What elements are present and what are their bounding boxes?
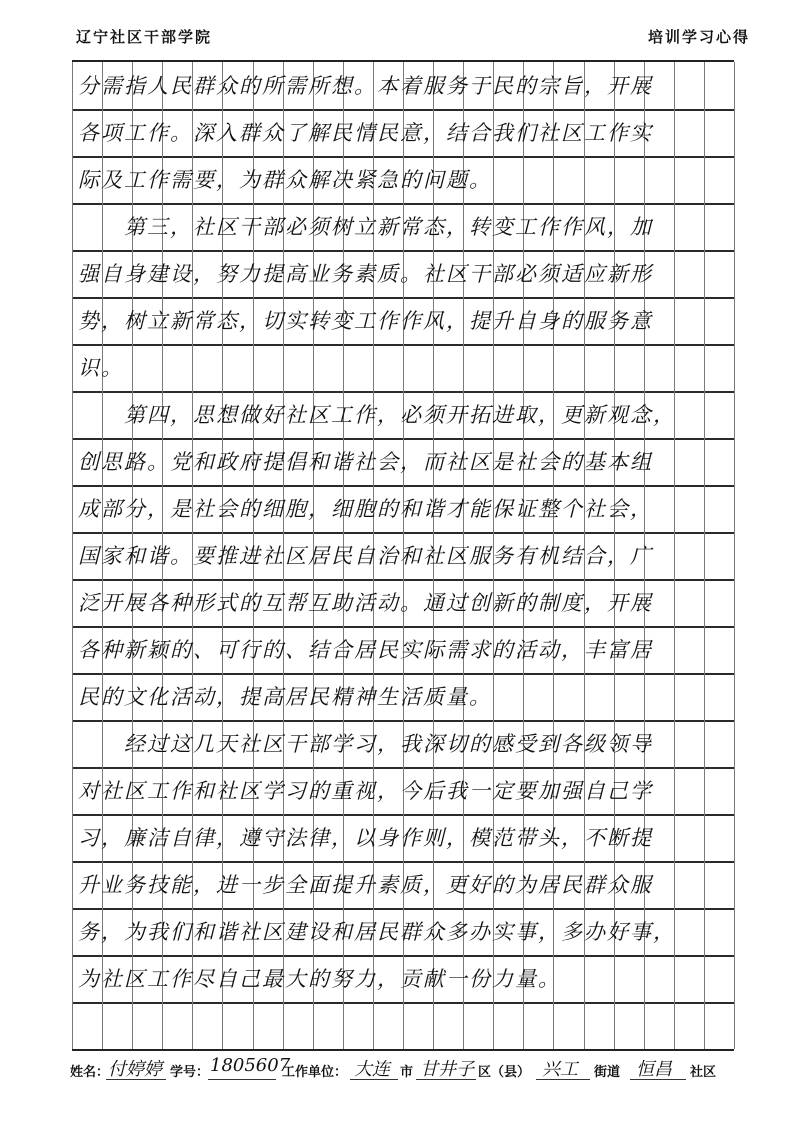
student-id-underline xyxy=(208,1079,276,1080)
street-underline xyxy=(536,1079,590,1080)
district-suffix: 区（县） xyxy=(478,1065,531,1080)
name-label: 姓名： xyxy=(70,1065,110,1080)
handwritten-line: 各种新颖的、可行的、结合居民实际需求的活动，丰富居 xyxy=(78,638,653,662)
street-value: 兴工 xyxy=(542,1059,578,1080)
column-divider xyxy=(734,62,735,1049)
page-header xyxy=(0,0,800,60)
handwritten-line: 强自身建设，努力提高业务素质。社区干部必须适应新形 xyxy=(78,262,653,286)
handwritten-line: 各项工作。深入群众了解民情民意，结合我们社区工作实 xyxy=(78,121,653,145)
name-underline xyxy=(106,1079,166,1080)
handwritten-line: 务，为我们和谐社区建设和居民群众多办实事，多办好事， xyxy=(78,920,676,944)
handwritten-line: 际及工作需要，为群众解决紧急的问题。 xyxy=(78,168,492,192)
ruled-writing-grid xyxy=(72,60,734,1051)
name-value: 付婷婷 xyxy=(108,1059,162,1080)
community-suffix: 社区 xyxy=(690,1065,717,1080)
community-value: 恒昌 xyxy=(636,1059,672,1080)
city-value: 大连 xyxy=(354,1059,390,1080)
student-id-label: 学号： xyxy=(170,1065,210,1080)
city-underline xyxy=(350,1079,398,1080)
handwritten-line: 习，廉洁自律，遵守法律，以身作则，模范带头，不断提 xyxy=(78,826,653,850)
handwritten-line: 升业务技能，进一步全面提升素质，更好的为居民群众服 xyxy=(78,873,653,897)
document-type: 培训学习心得 xyxy=(647,28,750,46)
column-divider xyxy=(72,62,73,1049)
handwritten-line: 经过这几天社区干部学习，我深切的感受到各级领导 xyxy=(78,732,653,756)
handwritten-line: 识。 xyxy=(78,356,124,380)
student-id-value: 1805607 xyxy=(210,1055,291,1076)
handwritten-line: 势，树立新常态，切实转变工作作风，提升自身的服务意 xyxy=(78,309,653,333)
institution-name: 辽宁社区干部学院 xyxy=(76,28,213,46)
handwritten-line: 第三，社区干部必须树立新常态，转变工作作风，加 xyxy=(78,215,653,239)
handwritten-line: 国家和谐。要推进社区居民自治和社区服务有机结合，广 xyxy=(78,544,653,568)
community-underline xyxy=(630,1079,686,1080)
handwritten-line: 成部分，是社会的细胞，细胞的和谐才能保证整个社会， xyxy=(78,497,653,521)
work-unit-label: 工作单位： xyxy=(282,1065,348,1080)
handwritten-line: 民的文化活动，提高居民精神生活质量。 xyxy=(78,685,492,709)
handwritten-line: 对社区工作和社区学习的重视，今后我一定要加强自己学 xyxy=(78,779,653,803)
district-underline xyxy=(416,1079,476,1080)
page-footer xyxy=(70,1055,750,1085)
handwritten-line: 泛开展各种形式的互帮互助活动。通过创新的制度，开展 xyxy=(78,591,653,615)
street-suffix: 街道 xyxy=(594,1065,621,1080)
city-suffix: 市 xyxy=(400,1065,414,1080)
handwritten-line: 分需指人民群众的所需所想。本着服务于民的宗旨，开展 xyxy=(78,74,653,98)
handwritten-line: 为社区工作尽自己最大的努力，贡献一份力量。 xyxy=(78,967,561,991)
handwritten-line: 第四，思想做好社区工作，必须开拓进取，更新观念， xyxy=(78,403,676,427)
handwritten-line: 创思路。党和政府提倡和谐社会，而社区是社会的基本组 xyxy=(78,450,653,474)
district-value: 甘井子 xyxy=(420,1059,474,1080)
